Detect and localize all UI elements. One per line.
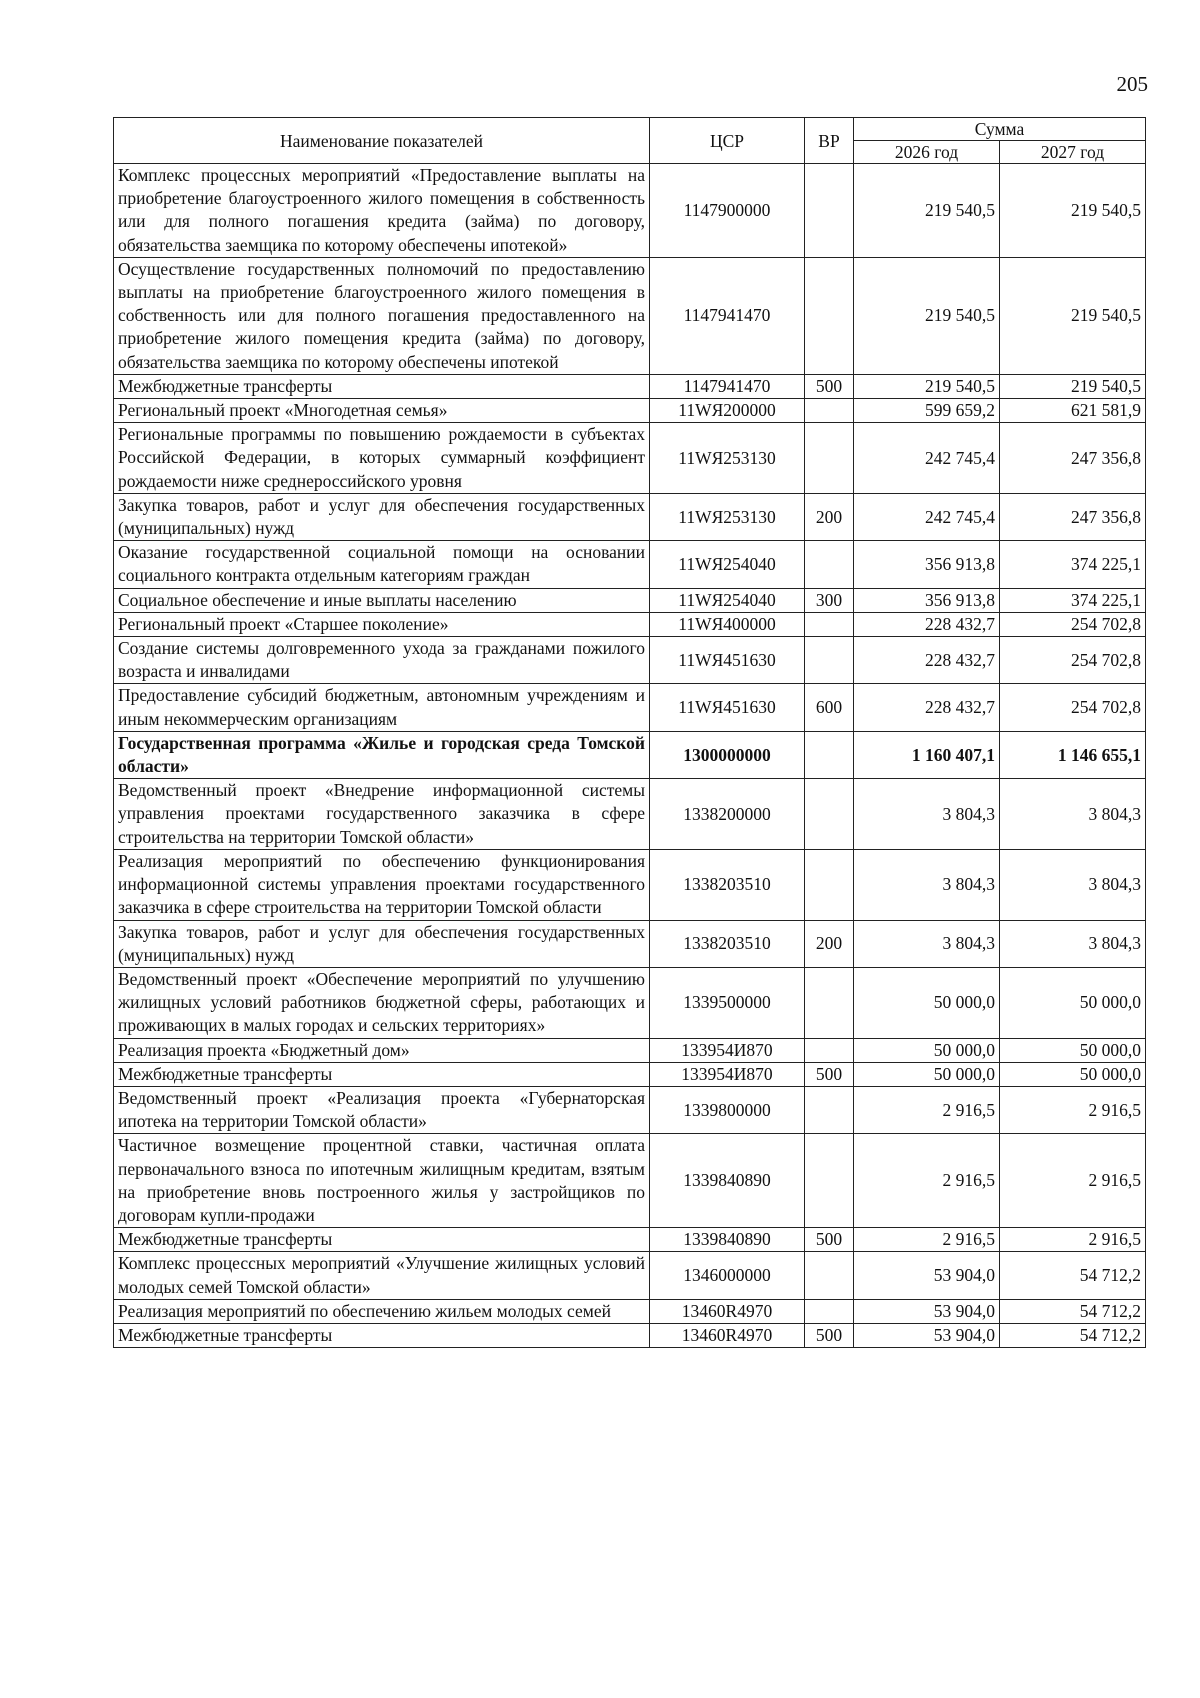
row-name: Создание системы долговременного ухода за гражданами пожилого возраста и инвалидами xyxy=(114,637,650,684)
row-sum-2026: 219 540,5 xyxy=(854,257,1000,374)
row-name: Региональные программы по повышению рождаемости в субъектах Российской Федерации, в которых суммарный коэффициент рождаемости ниже среднероссийского уровня xyxy=(114,423,650,494)
row-sum-2026: 228 432,7 xyxy=(854,684,1000,731)
row-csr-code: 1339840890 xyxy=(650,1228,805,1252)
row-sum-2027: 3 804,3 xyxy=(1000,779,1146,850)
row-sum-2027: 254 702,8 xyxy=(1000,637,1146,684)
row-vr-code: 200 xyxy=(805,920,854,967)
row-csr-code: 13460R4970 xyxy=(650,1299,805,1323)
row-name: Ведомственный проект «Обеспечение мероприятий по улучшению жилищных условий работников бюджетной сферы, работающих и проживающих в малых городах и сельских территориях» xyxy=(114,967,650,1038)
row-sum-2026: 3 804,3 xyxy=(854,849,1000,920)
row-sum-2026: 356 913,8 xyxy=(854,588,1000,612)
row-sum-2026: 356 913,8 xyxy=(854,541,1000,588)
header-2026: 2026 год xyxy=(854,141,1000,164)
table-row xyxy=(114,374,1146,398)
row-sum-2026: 53 904,0 xyxy=(854,1299,1000,1323)
table-row xyxy=(114,399,1146,423)
table-row xyxy=(114,1323,1146,1347)
row-csr-code: 13460R4970 xyxy=(650,1323,805,1347)
row-sum-2027: 374 225,1 xyxy=(1000,541,1146,588)
row-name: Закупка товаров, работ и услуг для обеспечения государственных (муниципальных) нужд xyxy=(114,920,650,967)
row-sum-2026: 53 904,0 xyxy=(854,1252,1000,1299)
header-2027: 2027 год xyxy=(1000,141,1146,164)
row-csr-code: 133954И870 xyxy=(650,1038,805,1062)
row-vr-code: 500 xyxy=(805,1228,854,1252)
row-csr-code: 11WЯ400000 xyxy=(650,612,805,636)
table-row xyxy=(114,1062,1146,1086)
row-csr-code: 1147941470 xyxy=(650,374,805,398)
row-name: Оказание государственной социальной помощи на основании социального контракта отдельным категориям граждан xyxy=(114,541,650,588)
table-row xyxy=(114,637,1146,684)
row-vr-code xyxy=(805,257,854,374)
row-vr-code: 600 xyxy=(805,684,854,731)
row-vr-code xyxy=(805,612,854,636)
row-sum-2026: 1 160 407,1 xyxy=(854,731,1000,778)
row-sum-2027: 254 702,8 xyxy=(1000,612,1146,636)
row-sum-2026: 3 804,3 xyxy=(854,920,1000,967)
row-csr-code: 1300000000 xyxy=(650,731,805,778)
row-sum-2027: 50 000,0 xyxy=(1000,1038,1146,1062)
row-csr-code: 11WЯ451630 xyxy=(650,637,805,684)
table-row xyxy=(114,164,1146,258)
row-csr-code: 1147941470 xyxy=(650,257,805,374)
row-csr-code: 11WЯ254040 xyxy=(650,588,805,612)
row-sum-2026: 3 804,3 xyxy=(854,779,1000,850)
row-csr-code: 11WЯ200000 xyxy=(650,399,805,423)
row-name: Закупка товаров, работ и услуг для обеспечения государственных (муниципальных) нужд xyxy=(114,493,650,540)
row-vr-code: 300 xyxy=(805,588,854,612)
row-csr-code: 1339840890 xyxy=(650,1134,805,1228)
row-sum-2026: 242 745,4 xyxy=(854,493,1000,540)
row-vr-code: 500 xyxy=(805,374,854,398)
budget-table xyxy=(113,117,1146,1348)
table-body xyxy=(114,164,1146,1348)
row-sum-2026: 2 916,5 xyxy=(854,1086,1000,1133)
row-vr-code xyxy=(805,1134,854,1228)
table-row xyxy=(114,684,1146,731)
row-sum-2026: 228 432,7 xyxy=(854,637,1000,684)
row-name: Государственная программа «Жилье и городская среда Томской области» xyxy=(114,731,650,778)
table-row xyxy=(114,423,1146,494)
table-row xyxy=(114,541,1146,588)
row-name: Межбюджетные трансферты xyxy=(114,1062,650,1086)
row-csr-code: 1339500000 xyxy=(650,967,805,1038)
row-sum-2027: 50 000,0 xyxy=(1000,967,1146,1038)
row-sum-2027: 1 146 655,1 xyxy=(1000,731,1146,778)
table-row xyxy=(114,1086,1146,1133)
row-vr-code xyxy=(805,1086,854,1133)
row-sum-2027: 3 804,3 xyxy=(1000,849,1146,920)
table-row xyxy=(114,849,1146,920)
row-sum-2026: 50 000,0 xyxy=(854,1062,1000,1086)
row-sum-2027: 247 356,8 xyxy=(1000,423,1146,494)
row-name: Реализация мероприятий по обеспечению жильем молодых семей xyxy=(114,1299,650,1323)
row-sum-2027: 2 916,5 xyxy=(1000,1086,1146,1133)
row-vr-code xyxy=(805,637,854,684)
header-csr: ЦСР xyxy=(650,118,805,164)
row-vr-code xyxy=(805,164,854,258)
row-name: Осуществление государственных полномочий по предоставлению выплаты на приобретение благоустроенного жилого помещения в собственность или для полного погашения предоставленного на приобретение жилого помещения кредита (займа) по договору, обязательства заемщика по которому обеспечены ипотекой xyxy=(114,257,650,374)
row-vr-code xyxy=(805,1252,854,1299)
row-vr-code xyxy=(805,399,854,423)
row-vr-code xyxy=(805,1299,854,1323)
row-sum-2026: 219 540,5 xyxy=(854,374,1000,398)
row-vr-code xyxy=(805,779,854,850)
row-csr-code: 1147900000 xyxy=(650,164,805,258)
row-sum-2027: 54 712,2 xyxy=(1000,1323,1146,1347)
row-sum-2027: 2 916,5 xyxy=(1000,1228,1146,1252)
table-row xyxy=(114,1038,1146,1062)
row-csr-code: 11WЯ253130 xyxy=(650,423,805,494)
table-row xyxy=(114,967,1146,1038)
row-name: Реализация мероприятий по обеспечению функционирования информационной системы управления проектами государственного заказчика в сфере строительства на территории Томской области xyxy=(114,849,650,920)
row-vr-code xyxy=(805,541,854,588)
table-row xyxy=(114,779,1146,850)
row-csr-code: 1346000000 xyxy=(650,1252,805,1299)
table-row xyxy=(114,493,1146,540)
row-csr-code: 11WЯ451630 xyxy=(650,684,805,731)
table-row xyxy=(114,920,1146,967)
row-sum-2027: 2 916,5 xyxy=(1000,1134,1146,1228)
row-vr-code: 200 xyxy=(805,493,854,540)
row-name: Региональный проект «Старшее поколение» xyxy=(114,612,650,636)
row-vr-code xyxy=(805,967,854,1038)
row-vr-code: 500 xyxy=(805,1062,854,1086)
row-name: Частичное возмещение процентной ставки, частичная оплата первоначального взноса по ипотечным жилищным кредитам, взятым на приобретение вновь построенного жилья у застройщиков по договорам купли-продажи xyxy=(114,1134,650,1228)
row-sum-2027: 621 581,9 xyxy=(1000,399,1146,423)
row-vr-code xyxy=(805,423,854,494)
row-sum-2026: 228 432,7 xyxy=(854,612,1000,636)
row-sum-2027: 254 702,8 xyxy=(1000,684,1146,731)
row-name: Ведомственный проект «Реализация проекта «Губернаторская ипотека на территории Томской области» xyxy=(114,1086,650,1133)
row-name: Межбюджетные трансферты xyxy=(114,374,650,398)
row-csr-code: 11WЯ253130 xyxy=(650,493,805,540)
row-sum-2027: 54 712,2 xyxy=(1000,1252,1146,1299)
row-name: Социальное обеспечение и иные выплаты населению xyxy=(114,588,650,612)
row-csr-code: 133954И870 xyxy=(650,1062,805,1086)
header-sum: Сумма xyxy=(854,118,1146,141)
row-sum-2026: 50 000,0 xyxy=(854,967,1000,1038)
row-sum-2027: 247 356,8 xyxy=(1000,493,1146,540)
row-sum-2026: 599 659,2 xyxy=(854,399,1000,423)
row-name: Ведомственный проект «Внедрение информационной системы управления проектами государственного заказчика в сфере строительства на территории Томской области» xyxy=(114,779,650,850)
header-vr: ВР xyxy=(805,118,854,164)
table-row xyxy=(114,731,1146,778)
table-row xyxy=(114,1228,1146,1252)
table-row xyxy=(114,257,1146,374)
row-sum-2026: 53 904,0 xyxy=(854,1323,1000,1347)
table-row xyxy=(114,1134,1146,1228)
row-sum-2027: 50 000,0 xyxy=(1000,1062,1146,1086)
table-row xyxy=(114,1299,1146,1323)
row-sum-2027: 3 804,3 xyxy=(1000,920,1146,967)
row-sum-2027: 54 712,2 xyxy=(1000,1299,1146,1323)
row-name: Межбюджетные трансферты xyxy=(114,1228,650,1252)
row-csr-code: 1338203510 xyxy=(650,849,805,920)
row-csr-code: 1339800000 xyxy=(650,1086,805,1133)
row-sum-2026: 219 540,5 xyxy=(854,164,1000,258)
row-sum-2027: 219 540,5 xyxy=(1000,164,1146,258)
row-csr-code: 1338200000 xyxy=(650,779,805,850)
row-vr-code: 500 xyxy=(805,1323,854,1347)
row-sum-2026: 2 916,5 xyxy=(854,1134,1000,1228)
row-name: Региональный проект «Многодетная семья» xyxy=(114,399,650,423)
row-vr-code xyxy=(805,1038,854,1062)
row-name: Комплекс процессных мероприятий «Предоставление выплаты на приобретение благоустроенного жилого помещения в собственность или для полного погашения кредита (займа) по договору, обязательства заемщика по которому обеспечены ипотекой» xyxy=(114,164,650,258)
page-number: 205 xyxy=(1116,72,1148,96)
row-vr-code xyxy=(805,849,854,920)
row-sum-2026: 50 000,0 xyxy=(854,1038,1000,1062)
row-sum-2026: 242 745,4 xyxy=(854,423,1000,494)
row-sum-2026: 2 916,5 xyxy=(854,1228,1000,1252)
row-name: Межбюджетные трансферты xyxy=(114,1323,650,1347)
row-name: Реализация проекта «Бюджетный дом» xyxy=(114,1038,650,1062)
table-row xyxy=(114,588,1146,612)
table-row xyxy=(114,612,1146,636)
table-row xyxy=(114,1252,1146,1299)
row-csr-code: 1338203510 xyxy=(650,920,805,967)
row-vr-code xyxy=(805,731,854,778)
row-csr-code: 11WЯ254040 xyxy=(650,541,805,588)
header-name: Наименование показателей xyxy=(114,118,650,164)
row-sum-2027: 219 540,5 xyxy=(1000,374,1146,398)
row-sum-2027: 374 225,1 xyxy=(1000,588,1146,612)
row-sum-2027: 219 540,5 xyxy=(1000,257,1146,374)
row-name: Комплекс процессных мероприятий «Улучшение жилищных условий молодых семей Томской области» xyxy=(114,1252,650,1299)
row-name: Предоставление субсидий бюджетным, автономным учреждениям и иным некоммерческим организациям xyxy=(114,684,650,731)
table-header-row xyxy=(114,118,1146,141)
